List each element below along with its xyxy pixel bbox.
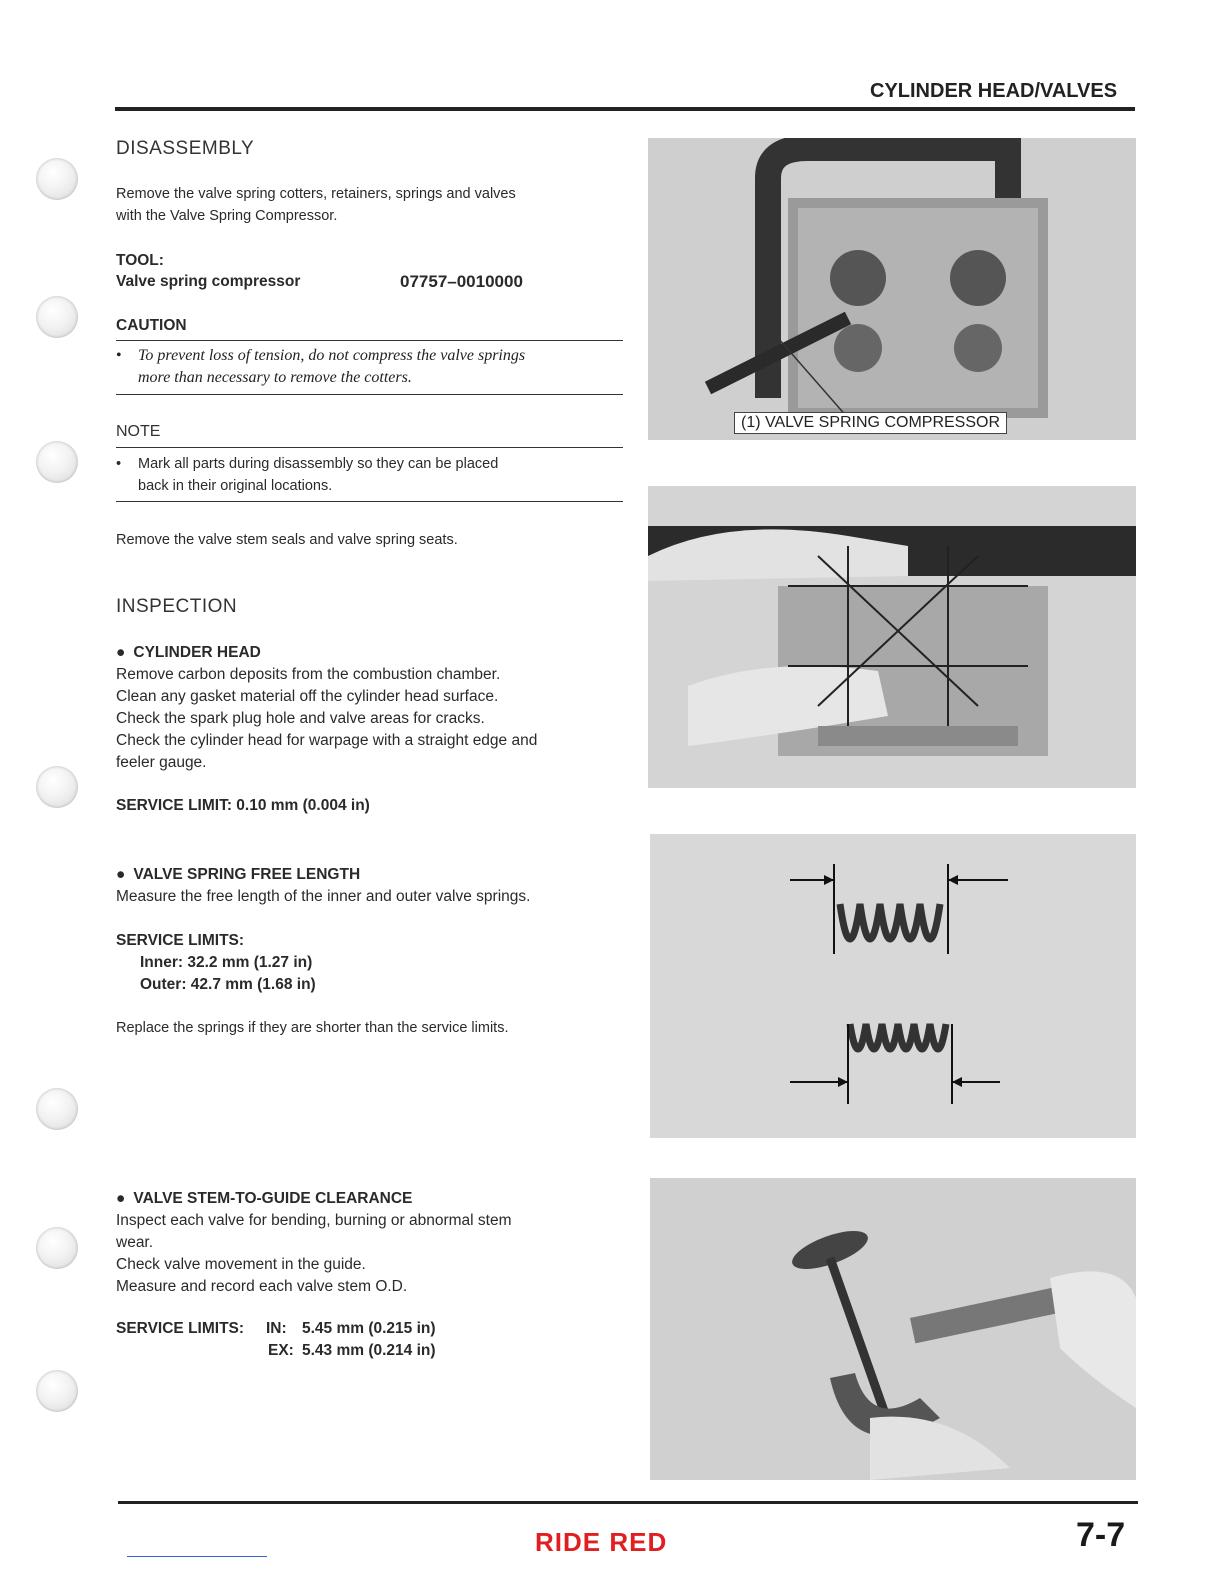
binder-hole (36, 1088, 78, 1130)
binder-hole (36, 441, 78, 483)
binder-hole (36, 1370, 78, 1412)
caution-text: • To prevent loss of tension, do not compress the valve springs more than necessary to remove the cotters. (116, 347, 526, 386)
note-text: • Mark all parts during disassembly so they can be placed back in their original locations. (116, 456, 499, 494)
micrometer-illustration (650, 1178, 1136, 1480)
stem-in-value: 5.45 mm (0.215 in) (302, 1320, 436, 1337)
caution-rule-top (116, 340, 623, 341)
figure-valve-springs (650, 834, 1136, 1138)
figure-valve-stem-micrometer (650, 1178, 1136, 1480)
compressor-photo-illustration (648, 138, 1136, 440)
stem-ex-label: EX: (268, 1342, 294, 1359)
stem-in-label: IN: (266, 1320, 287, 1337)
springs-illustration (650, 834, 1136, 1138)
disassembly-title: DISASSEMBLY (116, 138, 255, 159)
binder-hole (36, 296, 78, 338)
inspection-title: INSPECTION (116, 596, 238, 617)
figure-valve-spring-compressor (648, 138, 1136, 440)
section-header: CYLINDER HEAD/VALVES (870, 80, 1118, 102)
stem-heading: ● VALVE STEM-TO-GUIDE CLEARANCE (116, 1190, 413, 1207)
disassembly-after: Remove the valve stem seals and valve spring seats. (116, 532, 458, 548)
page-number: 7-7 (1076, 1516, 1126, 1554)
figure-1-caption: (1) VALVE SPRING COMPRESSOR (734, 412, 1007, 434)
caution-label: CAUTION (116, 317, 187, 334)
binder-hole (36, 766, 78, 808)
ride-red-logo: RIDE RED (535, 1527, 668, 1557)
cylinder-head-limit: SERVICE LIMIT: 0.10 mm (0.004 in) (116, 797, 370, 814)
cylinder-head-heading: ● CYLINDER HEAD (116, 644, 261, 661)
footer-link-underline (127, 1556, 267, 1557)
spring-heading: ● VALVE SPRING FREE LENGTH (116, 866, 361, 883)
tool-number: 07757–0010000 (400, 272, 523, 291)
disassembly-intro: Remove the valve spring cotters, retainers, springs and valves with the Valve Spring Compressor. (116, 186, 516, 224)
spring-text: Measure the free length of the inner and outer valve springs. (116, 888, 531, 905)
figure-cylinder-head-warpage (648, 486, 1136, 788)
spring-outer-limit: Outer: 42.7 mm (1.68 in) (140, 976, 316, 993)
binder-hole (36, 1227, 78, 1269)
note-rule-bottom (116, 501, 623, 502)
caution-rule-bottom (116, 394, 623, 395)
footer-rule (118, 1501, 1138, 1504)
stem-limits-label: SERVICE LIMITS: (116, 1320, 245, 1337)
note-label: NOTE (116, 423, 161, 440)
cylinder-head-text: Remove carbon deposits from the combustion chamber. Clean any gasket material off the cylinder head surface. Check the spark plug hole and valve areas for cracks. Check the cylinder head for warpage with a straight edge and feeler gauge. (116, 666, 538, 771)
note-rule-top (116, 447, 623, 448)
tool-label: TOOL: (116, 252, 164, 269)
stem-ex-value: 5.43 mm (0.214 in) (302, 1342, 436, 1359)
tool-name: Valve spring compressor (116, 273, 301, 290)
binder-hole (36, 158, 78, 200)
spring-replace: Replace the springs if they are shorter than the service limits. (116, 1020, 509, 1036)
stem-text: Inspect each valve for bending, burning or abnormal stem wear. Check valve movement in the guide. Measure and record each valve stem O.D. (116, 1212, 512, 1295)
spring-limits-label: SERVICE LIMITS: (116, 932, 245, 949)
warpage-photo-illustration (648, 486, 1136, 788)
header-rule (115, 107, 1135, 111)
spring-inner-limit: Inner: 32.2 mm (1.27 in) (140, 954, 313, 971)
